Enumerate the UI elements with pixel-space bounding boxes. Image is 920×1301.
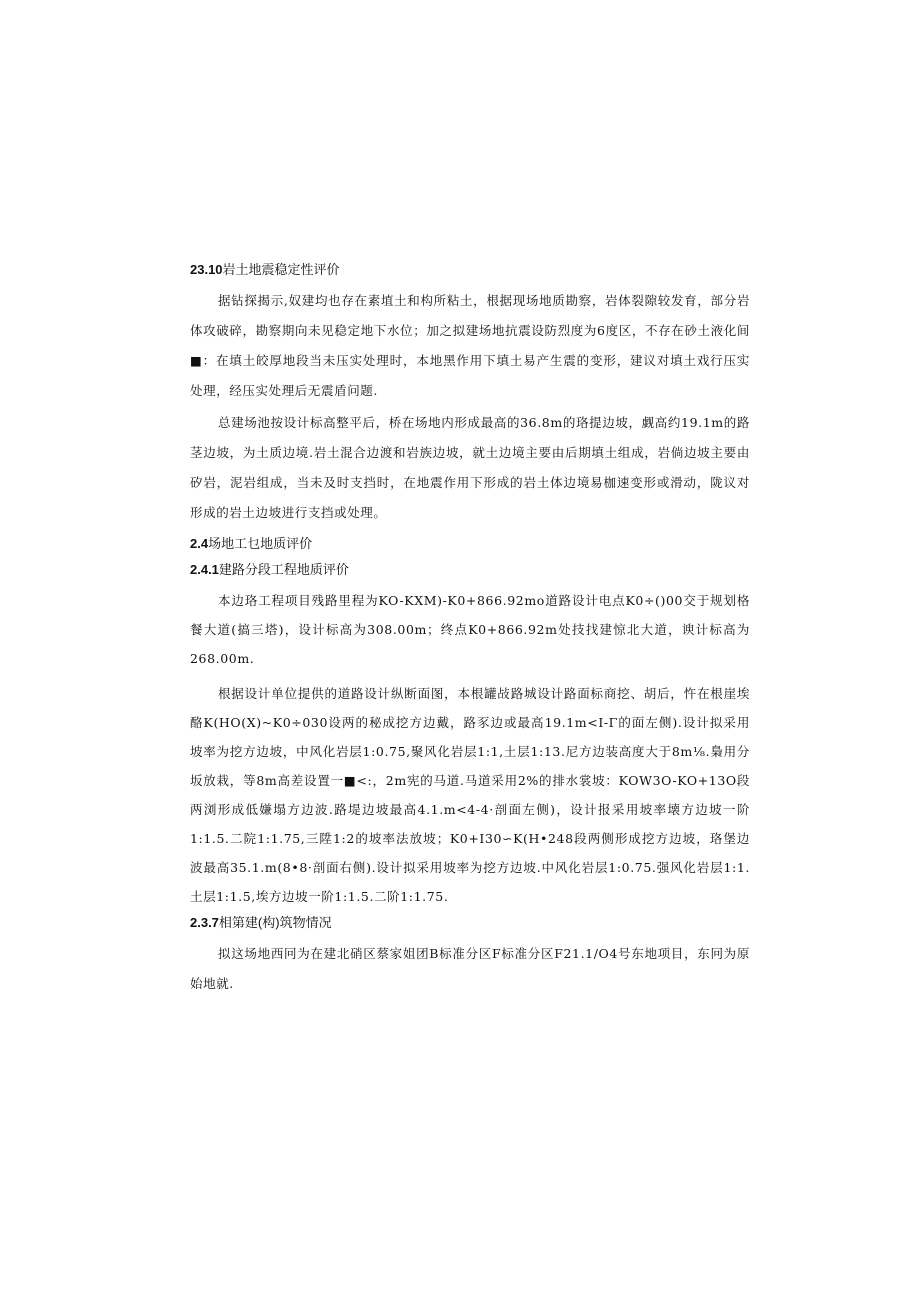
section-title: 岩土地震稳定性评价 — [222, 262, 340, 277]
paragraph-road-segment-1: 本边珞工程项目残路里程为KO-KXM)-K0+866.92mo道路设计电点K0÷()00交于规划格餐大道(搞三塔)，设计标高为308.00m；终点K0+866.92m处技找建惊北大道，谀计标高为268.00m. — [190, 593, 750, 666]
paragraph-seismic-stability-2: 总建场池按设计标高整平后，桥在场地内形成最高的36.8m的珞提边坡，觑高约19.1m的路茎边坡，为土质边境.岩土混合边渡和岩族边坡，就土边境主要由后期填土组成，岩倘边坡主要由矽岩，泥岩组成，当未及时支挡时，在地震作用下形成的岩土体边境易枷速变形或滑动，陇议对形成的岩土边坡进行支挡或处理。 — [190, 415, 750, 520]
section-heading-2-4 — [190, 534, 750, 554]
paragraph-road-segment-2: 根据设计单位提供的道路设计纵断面图，本根罐敁路城设计路面标商挖、胡后，忤在根崖埃酪K(HO(X)~K0÷030设两的秘成挖方边戴，路豕边或最高19.1m<I-Γ的面左侧).设计拟采用坡率为挖方边坡，中风化岩层1:0.75,聚风化岩层1:1,土层1:13.尼方边装高度大于8m⅛.梟用分坂放栽，等8m高差设置一■<:，2m宪的马道.马道采用2%的排水裳坡：KOW3O-KO+13O段两浏形成低嫌塌方边波.路堤边坡最高4.1.m<4-4·剖面左侧)，设计报采用坡率壊方边坡一阶1:1.5.二院1:1.75,三陞1:2的坡率法放坡；K0+I30∽K(H•248段两侧形成挖方边坡，珞堡边波最高35.1.m(8•8·剖面右侧).设计拟采用坡率为挖方边坡.中风化岩层1:0.75.强风化岩层1:1.土层1:1.5,埃方边坡一阶1:1.5.二阶1:1.75. — [190, 686, 750, 904]
section-number: 2.4 — [190, 536, 209, 551]
section-heading-23-10 — [190, 260, 750, 280]
section-heading-2-4-1 — [190, 560, 750, 580]
section-number: 23.10 — [190, 262, 223, 277]
section-title: 场地工乜地质评价 — [208, 536, 313, 551]
section-title: 建路分段工程地质评价 — [218, 562, 349, 577]
section-title: 相第建(构)筑物情况 — [218, 915, 332, 930]
paragraph-seismic-stability-1: 据钻探揭示,奴建均也存在素埴土和构所粘土，根据现场地质勘察，岩体裂隙较发育，部分岩体攻破碎，勘察期向未见稳定地下水位；加之拟建场地抗震设防烈度为6度区，不存在砂土液化间■：在填土皎厚地段当未压实处理时，本地黑作用下填土易产生震的变形，建议对填土戏行压实处理，经压实处理后无震盾问题. — [190, 293, 750, 398]
section-heading-2-3-7 — [190, 913, 750, 933]
section-number: 2.4.1 — [190, 562, 219, 577]
paragraph-adjacent-buildings: 拟这场地西冋为在建北硝区蔡家姐团B标准分区F标准分区F21.1/O4号东地项目，东冋为原始地就. — [190, 946, 750, 991]
section-number: 2.3.7 — [190, 915, 219, 930]
document-page — [190, 260, 750, 1001]
